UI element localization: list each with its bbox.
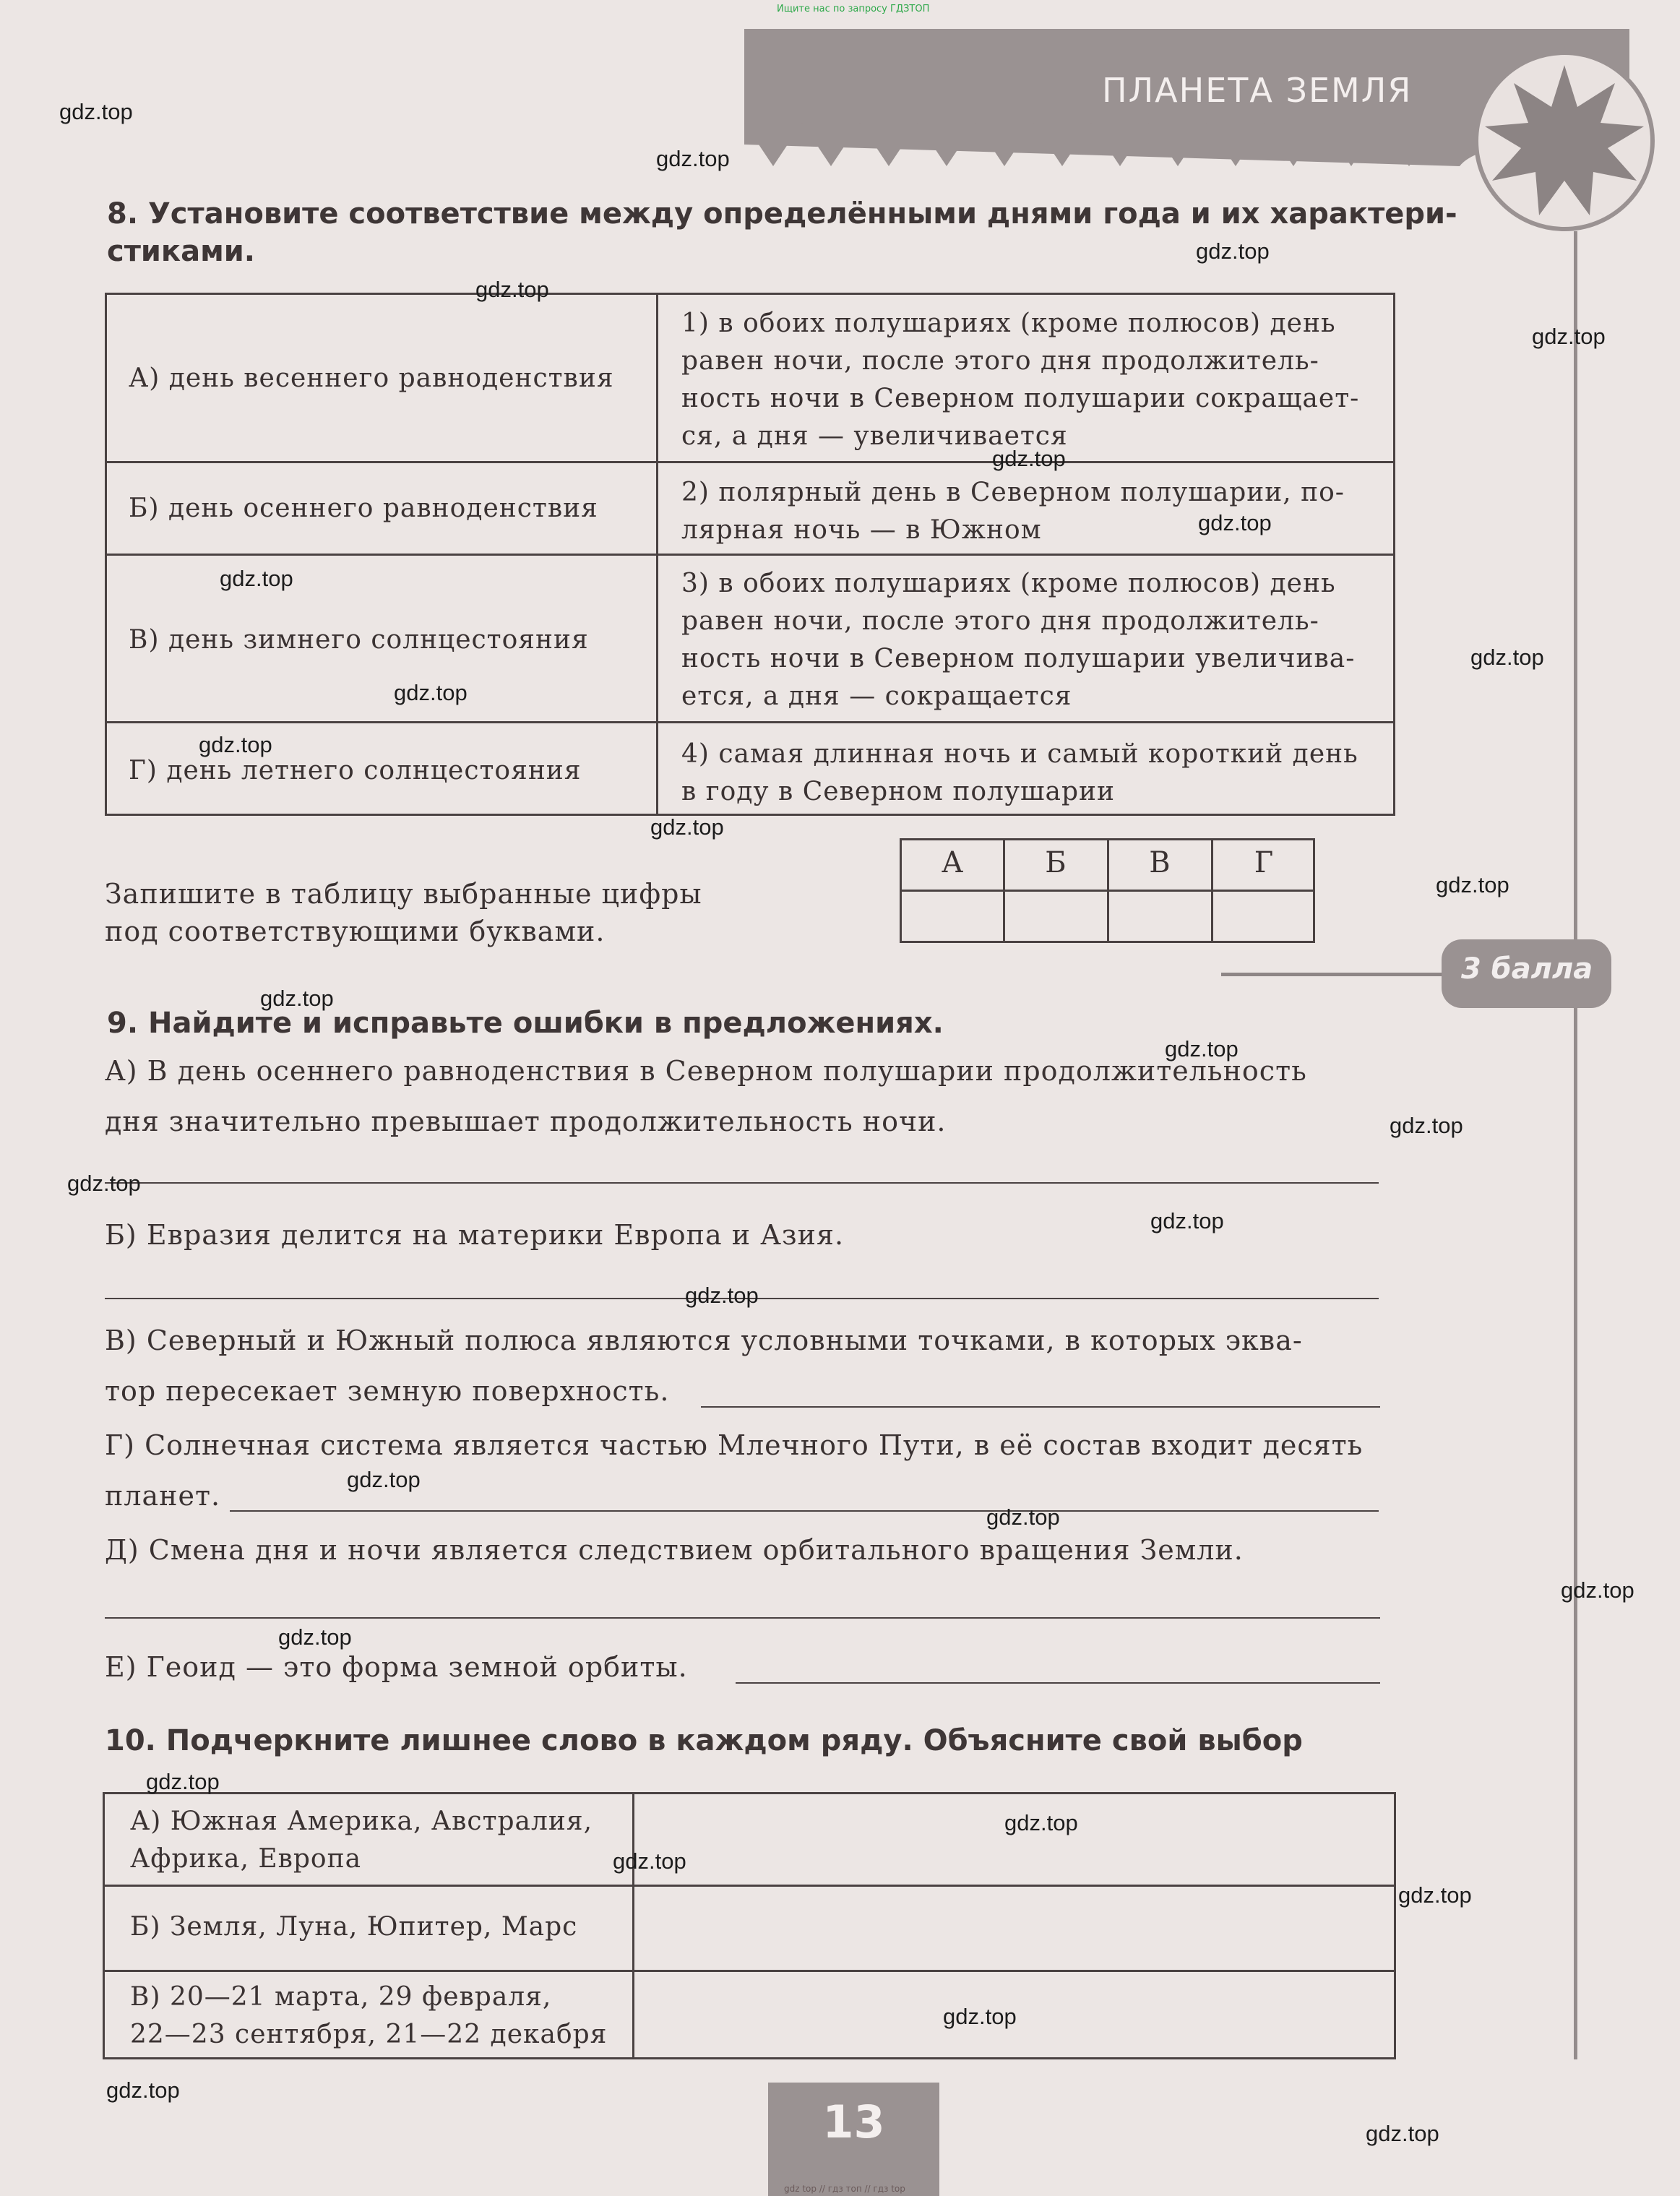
task8-heading-line1: Установите соответствие между определёнными днями года и их характери- <box>147 197 1457 231</box>
task10-table <box>103 1792 1396 2059</box>
watermark: gdz.top <box>1198 510 1272 535</box>
watermark: gdz.top <box>67 1171 141 1196</box>
watermark: gdz.top <box>986 1504 1060 1530</box>
grid-letter-a: А <box>941 846 964 879</box>
watermark: gdz.top <box>1004 1810 1078 1835</box>
task10-heading-text: Подчеркните лишнее слово в каждом ряду. Объясните свой выбор <box>165 1724 1303 1757</box>
task8-matching-table <box>105 293 1395 816</box>
watermark: gdz.top <box>943 2004 1017 2029</box>
task8-number: 8. <box>107 197 139 231</box>
task8-right-4: 4) самая длинная ночь и самый короткий день в году в Северном полушарии <box>681 739 1358 806</box>
task10-answer-b[interactable] <box>637 1889 1392 1968</box>
task9-d-line1: Г) Солнечная система является частью Млечного Пути, в её состав входит десять <box>105 1429 1364 1461</box>
watermark: gdz.top <box>347 1467 421 1492</box>
task10-row-c: В) 20—21 марта, 29 февраля, 22—23 сентября, 21—22 декабря <box>130 1982 608 2049</box>
watermark: gdz.top <box>656 146 730 171</box>
watermark: gdz.top <box>475 277 549 302</box>
task10-number: 10. <box>105 1724 156 1757</box>
watermark: gdz.top <box>1470 645 1544 670</box>
grid-answer-v[interactable] <box>1111 892 1208 939</box>
watermark: gdz.top <box>59 99 133 124</box>
watermark: gdz.top <box>394 680 468 705</box>
task8-instruction-line2: под соответствующими буквами. <box>105 916 606 947</box>
watermark: gdz.top <box>992 446 1066 471</box>
task9-a-line2: дня значительно превышает продолжительность ночи. <box>105 1106 947 1137</box>
task9-e: Д) Смена дня и ночи является следствием орбитального вращения Земли. <box>105 1534 1244 1566</box>
watermark: gdz.top <box>1561 1577 1634 1603</box>
task8-right-3: 3) в обоих полушариях (кроме полюсов) день равен ночи, после этого дня продолжитель- ность ночи в Северном полушарии увеличива- ется, а дня — сокращается <box>681 569 1356 711</box>
watermark: gdz.top <box>1165 1036 1239 1062</box>
watermark: gdz.top <box>685 1283 759 1308</box>
task8-instruction-line1: Запишите в таблицу выбранные цифры <box>105 878 702 910</box>
task8-right-1: 1) в обоих полушариях (кроме полюсов) день равен ночи, после этого дня продолжитель- ность ночи в Северном полушарии сокращает- ся, а дня — увеличивается <box>681 309 1360 451</box>
task9-c-answer-line[interactable] <box>701 1406 1380 1408</box>
watermark: gdz.top <box>613 1848 686 1874</box>
watermark: gdz.top <box>260 986 334 1011</box>
right-margin-rule <box>1574 231 1577 2059</box>
bottom-note: gdz top // гдз топ // гдз top <box>784 2184 905 2194</box>
watermark: gdz.top <box>1532 324 1606 349</box>
watermark: gdz.top <box>278 1624 352 1650</box>
watermark: gdz.top <box>220 566 293 591</box>
task9-d-answer-line[interactable] <box>230 1510 1379 1512</box>
top-note: Ищите нас по запросу ГДЗТОП <box>777 4 930 14</box>
watermark: gdz.top <box>1436 872 1509 897</box>
task9-number: 9. <box>107 1007 139 1040</box>
score-text: 3 балла <box>1461 952 1593 986</box>
task8-right-2: 2) полярный день в Северном полушарии, по- лярная ночь — в Южном <box>681 478 1345 545</box>
grid-answer-a[interactable] <box>904 892 1001 939</box>
header-title: ПЛАНЕТА ЗЕМЛЯ <box>1102 71 1413 110</box>
star-icon <box>1474 51 1655 231</box>
grid-answer-b[interactable] <box>1007 892 1104 939</box>
task9-a-answer-line[interactable] <box>105 1182 1379 1184</box>
task8-left-c: В) день зимнего солнцестояния <box>129 625 589 655</box>
task9-d-line2: планет. <box>105 1480 221 1512</box>
task9-c-line2: тор пересекает земную поверхность. <box>105 1375 670 1407</box>
page-number: 13 <box>822 2096 885 2148</box>
watermark: gdz.top <box>1366 2121 1439 2146</box>
task9-heading <box>107 1004 944 1042</box>
task8-heading-line2: стиками. <box>107 235 255 268</box>
grid-letter-b: Б <box>1045 846 1067 879</box>
watermark: gdz.top <box>650 814 724 840</box>
task9-a-line1: А) В день осеннего равноденствия в Северном полушарии продолжительность <box>105 1055 1307 1087</box>
task9-heading-text: Найдите и исправьте ошибки в предложениях. <box>147 1007 944 1040</box>
task8-left-b: Б) день осеннего равноденствия <box>129 494 598 523</box>
task10-row-b: Б) Земля, Луна, Юпитер, Марс <box>130 1912 578 1942</box>
task8-heading <box>107 195 1457 233</box>
task9-f-answer-line[interactable] <box>736 1682 1380 1684</box>
watermark: gdz.top <box>199 732 272 757</box>
task10-answer-a[interactable] <box>637 1796 1392 1882</box>
grid-letter-g: Г <box>1254 846 1274 879</box>
watermark: gdz.top <box>1150 1208 1224 1233</box>
task8-left-a: А) день весеннего равноденствия <box>129 363 614 393</box>
task9-f: Е) Геоид — это форма земной орбиты. <box>105 1651 688 1683</box>
task9-c-line1: В) Северный и Южный полюса являются условными точками, в которых эква- <box>105 1325 1303 1356</box>
watermark: gdz.top <box>1390 1113 1463 1138</box>
watermark: gdz.top <box>106 2077 180 2103</box>
watermark: gdz.top <box>146 1769 220 1794</box>
watermark: gdz.top <box>1196 238 1270 264</box>
grid-letter-v: В <box>1149 846 1171 879</box>
grid-answer-g[interactable] <box>1215 892 1312 939</box>
task8-answer-grid <box>900 838 1315 943</box>
task10-heading <box>105 1722 1303 1760</box>
task9-e-answer-line[interactable] <box>105 1617 1380 1619</box>
task10-row-a: А) Южная Америка, Австралия, Африка, Европа <box>130 1807 593 1874</box>
task8-left-d: Г) день летнего солнцестояния <box>129 756 582 785</box>
task9-b: Б) Евразия делится на материки Европа и Азия. <box>105 1219 845 1251</box>
watermark: gdz.top <box>1398 1882 1472 1908</box>
